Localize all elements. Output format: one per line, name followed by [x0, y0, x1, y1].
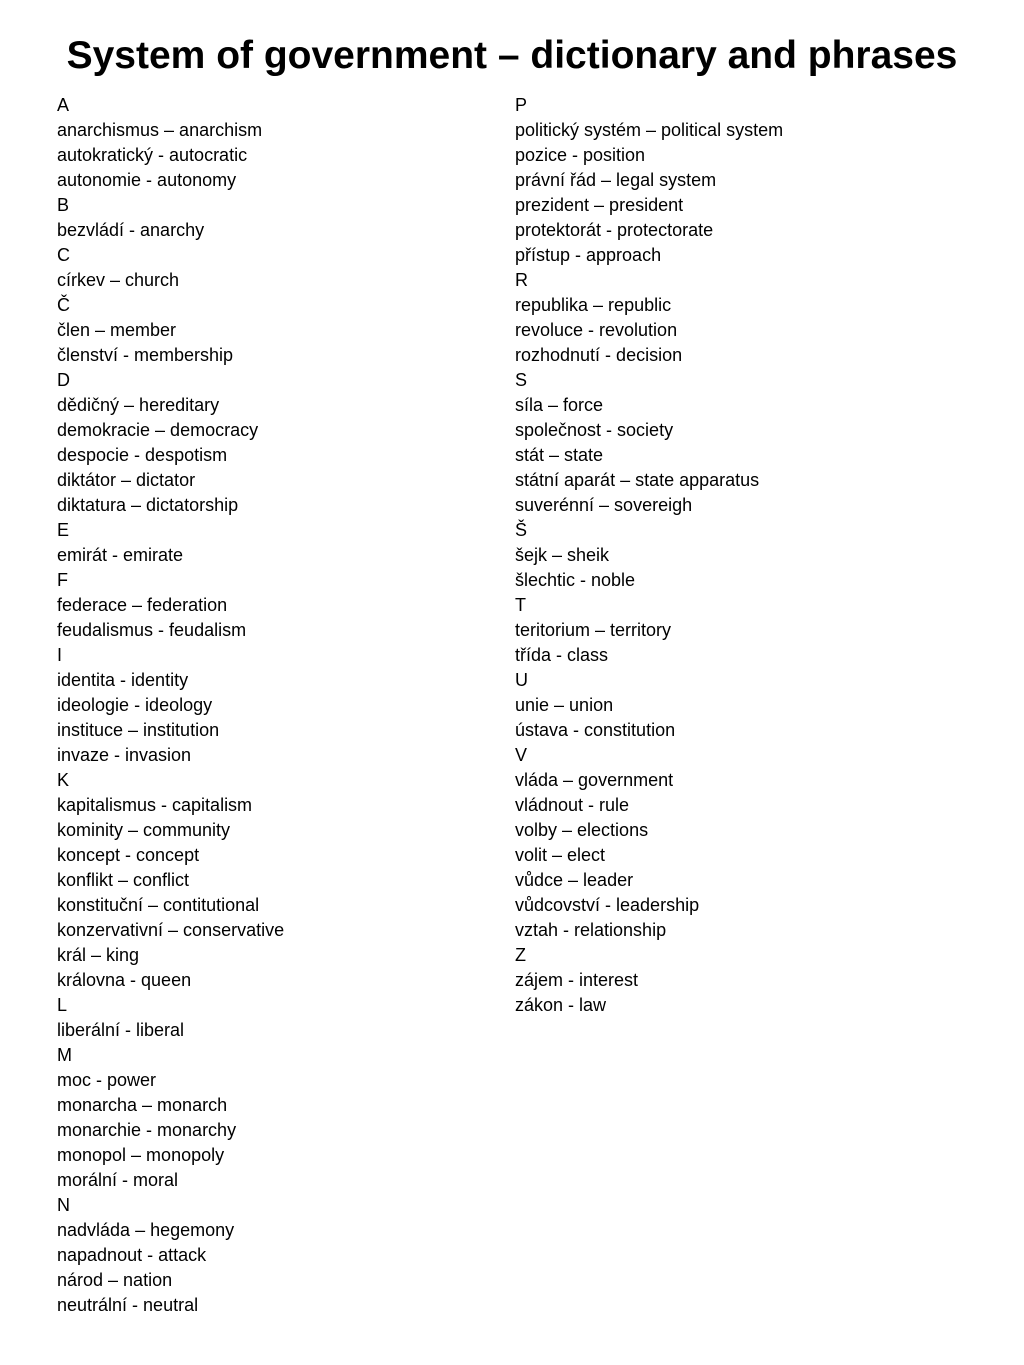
dictionary-entry: diktatura – dictatorship: [57, 495, 239, 515]
dictionary-entry: rozhodnutí - decision: [515, 345, 683, 365]
dictionary-entry: identita - identity: [57, 670, 189, 690]
letter-heading: L: [57, 995, 68, 1015]
dictionary-entry: vůdcovství - leadership: [515, 895, 700, 915]
dictionary-entry: unie – union: [515, 695, 614, 715]
letter-heading: B: [57, 195, 70, 215]
dictionary-entry: revoluce - revolution: [515, 320, 678, 340]
dictionary-entry: zákon - law: [515, 995, 607, 1015]
dictionary-entry: monopol – monopoly: [57, 1145, 225, 1165]
dictionary-entry: monarchie - monarchy: [57, 1120, 237, 1140]
dictionary-entry: církev – church: [57, 270, 180, 290]
dictionary-entry: instituce – institution: [57, 720, 220, 740]
dictionary-entry: volby – elections: [515, 820, 649, 840]
dictionary-entry: republika – republic: [515, 295, 672, 315]
dictionary-entry: státní aparát – state apparatus: [515, 470, 760, 490]
dictionary-entry: národ – nation: [57, 1270, 173, 1290]
dictionary-entry: ústava - constitution: [515, 720, 676, 740]
dictionary-entry: autonomie - autonomy: [57, 170, 237, 190]
dictionary-entry: anarchismus – anarchism: [57, 120, 263, 140]
dictionary-entry: šlechtic - noble: [515, 570, 636, 590]
dictionary-entry: invaze - invasion: [57, 745, 192, 765]
dictionary-entry: kapitalismus - capitalism: [57, 795, 253, 815]
dictionary-entry: přístup - approach: [515, 245, 662, 265]
letter-heading: T: [515, 595, 526, 615]
dictionary-entry: konzervativní – conservative: [57, 920, 285, 940]
dictionary-entry: liberální - liberal: [57, 1020, 185, 1040]
letter-heading: S: [515, 370, 528, 390]
dictionary-entry: vztah - relationship: [515, 920, 667, 940]
dictionary-entry: morální - moral: [57, 1170, 179, 1190]
dictionary-entry: šejk – sheik: [515, 545, 610, 565]
letter-heading: M: [57, 1045, 72, 1065]
dictionary-column-right: [515, 93, 783, 1018]
letter-heading: E: [57, 520, 70, 540]
letter-heading: K: [57, 770, 70, 790]
dictionary-entry: emirát - emirate: [57, 545, 184, 565]
dictionary-entry: neutrální - neutral: [57, 1295, 199, 1315]
dictionary-entry: členství - membership: [57, 345, 234, 365]
dictionary-entry: koncept - concept: [57, 845, 200, 865]
dictionary-entry: demokracie – democracy: [57, 420, 259, 440]
dictionary-entry: pozice - position: [515, 145, 646, 165]
dictionary-entry: třída - class: [515, 645, 609, 665]
dictionary-entry: suverénní – sovereigh: [515, 495, 693, 515]
letter-heading: I: [57, 645, 63, 665]
dictionary-entry: vůdce – leader: [515, 870, 634, 890]
dictionary-entry: volit – elect: [515, 845, 606, 865]
dictionary-entry: síla – force: [515, 395, 604, 415]
dictionary-entry: člen – member: [57, 320, 177, 340]
letter-heading: N: [57, 1195, 70, 1215]
letter-heading: C: [57, 245, 70, 265]
dictionary-entry: despocie - despotism: [57, 445, 228, 465]
dictionary-entry: kominity – community: [57, 820, 231, 840]
dictionary-entry: federace – federation: [57, 595, 228, 615]
letter-heading: R: [515, 270, 528, 290]
dictionary-entry: královna - queen: [57, 970, 192, 990]
dictionary-entry: teritorium – territory: [515, 620, 672, 640]
dictionary-entry: politický systém – political system: [515, 120, 784, 140]
dictionary-entry: diktátor – dictator: [57, 470, 196, 490]
dictionary-entry: konflikt – conflict: [57, 870, 190, 890]
letter-heading: P: [515, 95, 528, 115]
letter-heading: V: [515, 745, 528, 765]
dictionary-entry: král – king: [57, 945, 140, 965]
dictionary-entry: konstituční – contitutional: [57, 895, 260, 915]
dictionary-entry: nadvláda – hegemony: [57, 1220, 235, 1240]
letter-heading: D: [57, 370, 70, 390]
page-title: System of government – dictionary and phrases: [66, 34, 958, 77]
letter-heading: A: [57, 95, 70, 115]
dictionary-column-left: [57, 93, 284, 1318]
dictionary-entry: ideologie - ideology: [57, 695, 213, 715]
letter-heading: Č: [57, 295, 70, 315]
dictionary-entry: protektorát - protectorate: [515, 220, 714, 240]
dictionary-entry: zájem - interest: [515, 970, 639, 990]
letter-heading: Š: [515, 520, 528, 540]
dictionary-entry: feudalismus - feudalism: [57, 620, 247, 640]
letter-heading: Z: [515, 945, 526, 965]
dictionary-entry: vláda – government: [515, 770, 674, 790]
dictionary-entry: napadnout - attack: [57, 1245, 207, 1265]
dictionary-entry: vládnout - rule: [515, 795, 630, 815]
dictionary-entry: monarcha – monarch: [57, 1095, 228, 1115]
dictionary-entry: společnost - society: [515, 420, 674, 440]
dictionary-entry: stát – state: [515, 445, 604, 465]
dictionary-entry: prezident – president: [515, 195, 684, 215]
letter-heading: U: [515, 670, 528, 690]
dictionary-entry: právní řád – legal system: [515, 170, 717, 190]
dictionary-entry: moc - power: [57, 1070, 157, 1090]
dictionary-entry: bezvládí - anarchy: [57, 220, 205, 240]
letter-heading: F: [57, 570, 68, 590]
dictionary-entry: autokratický - autocratic: [57, 145, 248, 165]
dictionary-entry: dědičný – hereditary: [57, 395, 220, 415]
